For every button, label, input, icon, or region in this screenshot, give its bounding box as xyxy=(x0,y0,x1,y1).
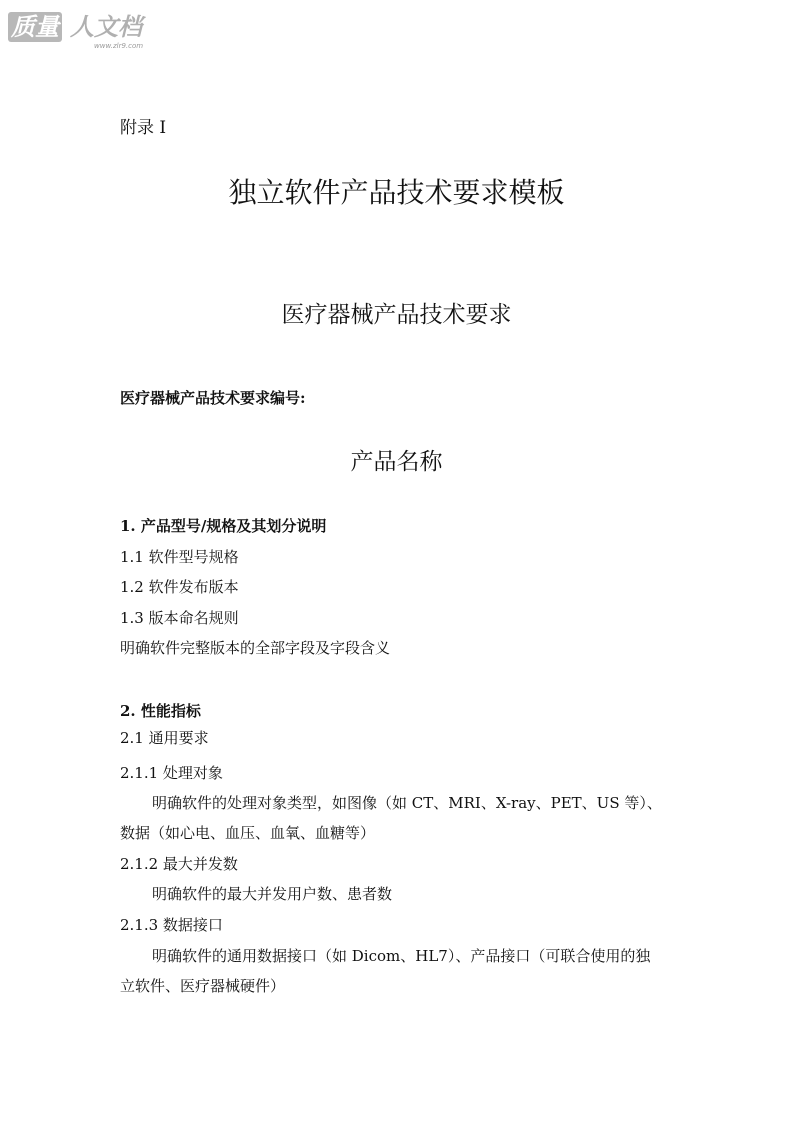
doc-number-label: 医疗器械产品技术要求编号: xyxy=(120,389,306,407)
watermark-logo-part1: 质量 xyxy=(8,12,62,42)
paragraph-line: 数据（如心电、血压、血氧、血糖等） xyxy=(120,824,376,842)
section2-sub-heading: 2.1 通用要求 xyxy=(120,729,209,747)
section1-rule-desc: 明确软件完整版本的全部字段及字段含义 xyxy=(120,639,391,657)
watermark-url: www.zlr9.com xyxy=(94,42,144,50)
section2-heading: 2. 性能指标 xyxy=(120,702,201,720)
paragraph-line: 明确软件的处理对象类型，如图像（如 CT、MRI、X-ray、PET、US 等）、 xyxy=(152,794,662,812)
watermark-logo-part2: 人文档 xyxy=(70,13,142,41)
paragraph-line: 明确软件的最大并发用户数、患者数 xyxy=(152,885,393,903)
section1-item: 1.1 软件型号规格 xyxy=(120,548,239,566)
section1-item: 1.2 软件发布版本 xyxy=(120,578,239,596)
section1-heading: 1. 产品型号/规格及其划分说明 xyxy=(120,517,327,535)
paragraph-line: 立软件、医疗器械硬件） xyxy=(120,977,286,995)
template-title: 独立软件产品技术要求模板 xyxy=(228,176,565,209)
subsection-heading: 2.1.1 处理对象 xyxy=(120,764,223,782)
appendix-label: 附录 I xyxy=(120,118,167,138)
doc-title: 医疗器械产品技术要求 xyxy=(281,302,512,328)
subsection-heading: 2.1.3 数据接口 xyxy=(120,916,223,934)
product-name: 产品名称 xyxy=(350,449,443,475)
subsection-heading: 2.1.2 最大并发数 xyxy=(120,855,238,873)
section1-item: 1.3 版本命名规则 xyxy=(120,609,239,627)
paragraph-line: 明确软件的通用数据接口（如 Dicom、HL7）、产品接口（可联合使用的独 xyxy=(152,947,651,965)
watermark-logo xyxy=(8,12,158,52)
